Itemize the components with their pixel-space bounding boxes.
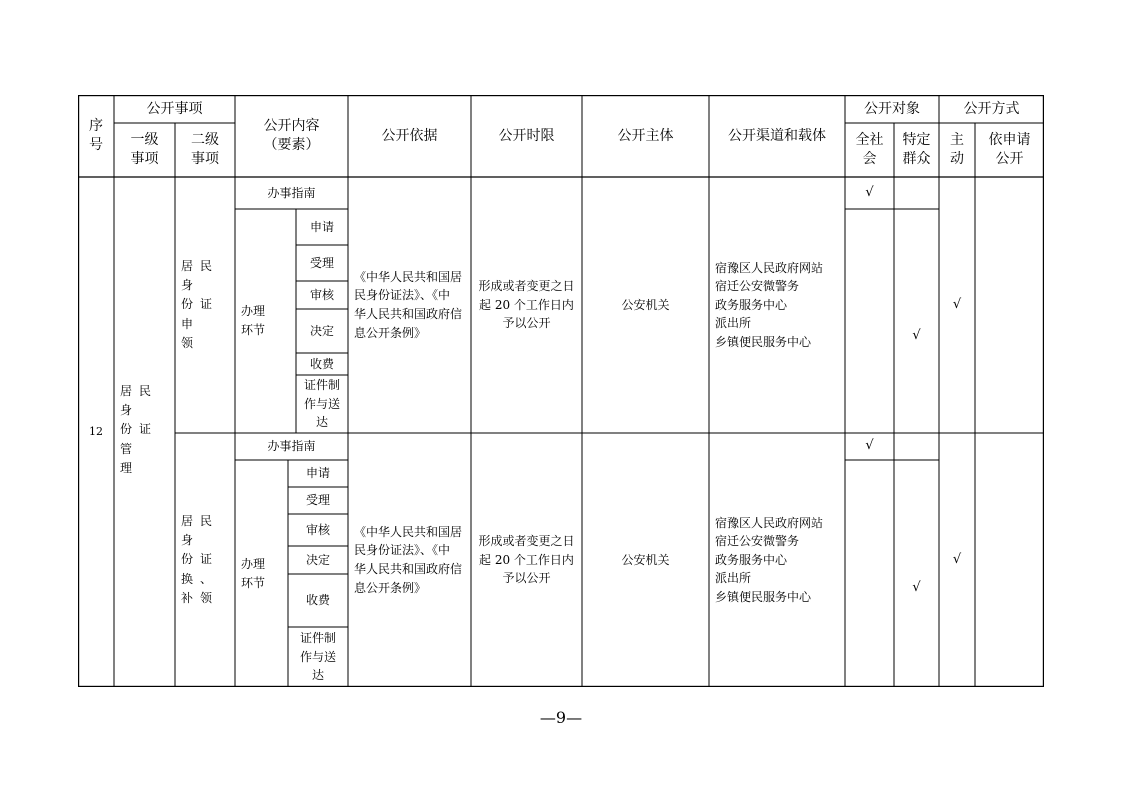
- header-method-apply: 依申请 公开: [988, 132, 1031, 167]
- item-2-step-fee: 收费: [305, 593, 330, 607]
- header-item-group: 公开事项: [146, 100, 203, 117]
- item-2-subject: 公安机关: [621, 552, 670, 567]
- item-1-step-review: 审核: [309, 287, 334, 302]
- item-1-channels: 宿豫区人民政府网站 宿迁公安微警务 政务服务中心 派出所 乡镇便民服务中心: [715, 260, 824, 349]
- row-level1: 居民身 份证管 理: [120, 384, 159, 475]
- item-1-subject: 公安机关: [621, 297, 670, 312]
- header-basis: 公开依据: [381, 127, 438, 144]
- header-content: 公开内容 （要素）: [263, 118, 320, 153]
- header-level1: 一级 事项: [130, 132, 159, 167]
- item-1-basis: 《中华人民共和国居 民身份证法》、《中 华人民共和国政府信 息公开条例》: [354, 269, 463, 340]
- item-2-basis: 《中华人民共和国居 民身份证法》、《中 华人民共和国政府信 息公开条例》: [354, 524, 463, 595]
- item-1-guide-all-check: √: [865, 184, 874, 200]
- row-seq: 12: [89, 425, 103, 439]
- item-2-time-limit: 形成或者变更之日 起 20 个工作日内 予以公开: [478, 534, 575, 586]
- item-2-guide: 办事指南: [267, 439, 316, 453]
- header-channel: 公开渠道和载体: [728, 127, 826, 144]
- header-level2: 二级 事项: [191, 132, 219, 167]
- item-2-step-decide: 决定: [305, 552, 330, 567]
- item-2-process: 办理 环节: [241, 556, 266, 590]
- header-method-group: 公开方式: [963, 100, 1020, 117]
- header-subject: 公开主体: [617, 127, 674, 144]
- header-target-group: 公开对象: [864, 100, 920, 117]
- item-1-step-issue: 证件制 作与送 达: [303, 378, 340, 430]
- header-method-active: 主 动: [950, 132, 964, 167]
- item-1-time-limit: 形成或者变更之日 起 20 个工作日内 予以公开: [478, 279, 575, 331]
- item-2-active-check: √: [952, 551, 962, 567]
- header-target-all: 全社 会: [855, 132, 884, 167]
- item-1-specific-check: √: [912, 327, 921, 343]
- item-1-guide: 办事指南: [267, 185, 316, 200]
- header-time-limit: 公开时限: [498, 127, 555, 144]
- header-target-specific: 特定 群众: [902, 132, 931, 167]
- item-1-active-check: √: [952, 296, 962, 312]
- item-2-specific-check: √: [912, 580, 921, 596]
- item-1-step-apply: 申请: [309, 219, 334, 234]
- header-seq: 序 号: [89, 118, 103, 153]
- item-2-channels: 宿豫区人民政府网站 宿迁公安微警务 政务服务中心 派出所 乡镇便民服务中心: [715, 515, 824, 604]
- disclosure-table: [78, 95, 1044, 687]
- item-1-level2: 居民身 份证申 领: [181, 259, 220, 350]
- item-2-guide-all-check: √: [865, 438, 874, 454]
- item-1-step-fee: 收费: [309, 356, 334, 371]
- page-number: —9—: [539, 708, 583, 727]
- item-2-step-apply: 申请: [305, 466, 330, 480]
- item-2-level2: 居民身 份证换、 补领: [181, 514, 220, 605]
- item-1-step-accept: 受理: [309, 255, 334, 270]
- item-1-process: 办理 环节: [241, 304, 266, 337]
- item-2-step-accept: 受理: [305, 493, 330, 507]
- item-1-step-decide: 决定: [309, 323, 334, 338]
- item-2-step-issue: 证件制 作与送 达: [299, 631, 336, 683]
- item-2-step-review: 审核: [305, 522, 330, 537]
